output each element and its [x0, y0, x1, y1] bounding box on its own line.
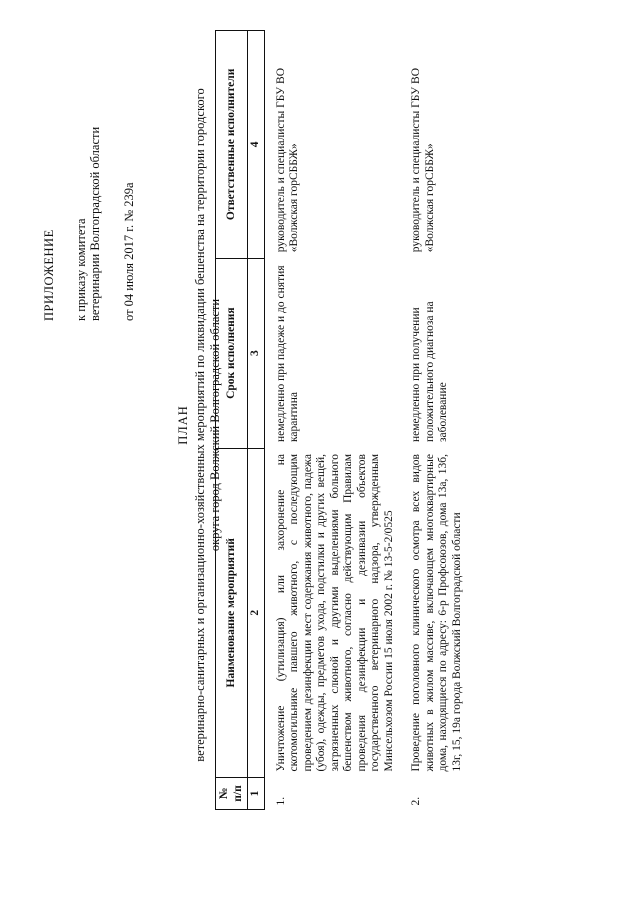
table-header-row: [216, 31, 248, 810]
executors-text: руководитель и специалисты ГБУ ВО «Волжская горСББЖ»: [410, 67, 436, 253]
header-deadline: Срок исполнения: [216, 258, 248, 448]
plan-title: ПЛАН: [176, 405, 190, 445]
measure-text: Проведение поголовного клинического осмотра всех видов животных в жилом массиве, включающем многоквартирные дома, находящиеся по адресу: 6-р Профсоюзов, дома 13а, 13б, 13г, 15, 19а города Волжский Волгоградской области: [410, 454, 463, 772]
appendix-title: ПРИЛОЖЕНИЕ: [42, 229, 56, 321]
table-row: [264, 31, 400, 810]
row-number: 1.: [274, 796, 287, 806]
header-measures: Наименование мероприятий: [216, 448, 248, 778]
column-number-1: 1: [248, 778, 265, 810]
column-number-2: 2: [248, 448, 265, 778]
row-number: 2.: [410, 796, 422, 806]
appendix-line-2: ветеринарии Волгоградской области: [88, 126, 102, 321]
executors-text: руководитель и специалисты ГБУ ВО «Волжская горСББЖ»: [274, 67, 300, 253]
header-executors: Ответственные исполнители: [216, 31, 248, 259]
header-number: № п/п: [216, 778, 248, 810]
deadline-text: немедленно при падеже и до снятия карантина: [274, 265, 300, 443]
deadline-text: немедленно при получении положительного диагноза на заболевание: [410, 301, 449, 443]
column-number-3: 3: [248, 258, 265, 448]
table-column-number-row: [248, 31, 265, 810]
measure-text: Уничтожение (утилизация) или захоронение на скотомогильнике павшего животного, с последующим проведением дезинфекции мест содержания животного, падежа (убоя), одежды, предметов ухода, подстилки и других вещей, загрязненных слюной и другими выделениями больного бешенством животного, согласно действующим Правилам проведения дезинфекции и дезинвазии объектов государственного ветеринарного надзора, утвержденным Минсельхозом России 15 июля 2002 г. № 13-5-2/0525: [274, 454, 395, 772]
plan-subtitle-line-2: округа город Волжский Волгоградской области: [208, 298, 222, 552]
plan-subtitle-line-1: ветеринарно-санитарных и организационно-хозяйственных мероприятий по ликвидации бешенства на территории городского: [193, 88, 207, 762]
column-number-4: 4: [248, 31, 265, 259]
plan-table: [215, 30, 468, 810]
appendix-block: [42, 61, 136, 321]
appendix-order-date: от 04 июля 2017 г. № 239а: [122, 182, 136, 321]
appendix-line-1: к приказу комитета: [74, 218, 88, 321]
table-row: [400, 31, 468, 810]
